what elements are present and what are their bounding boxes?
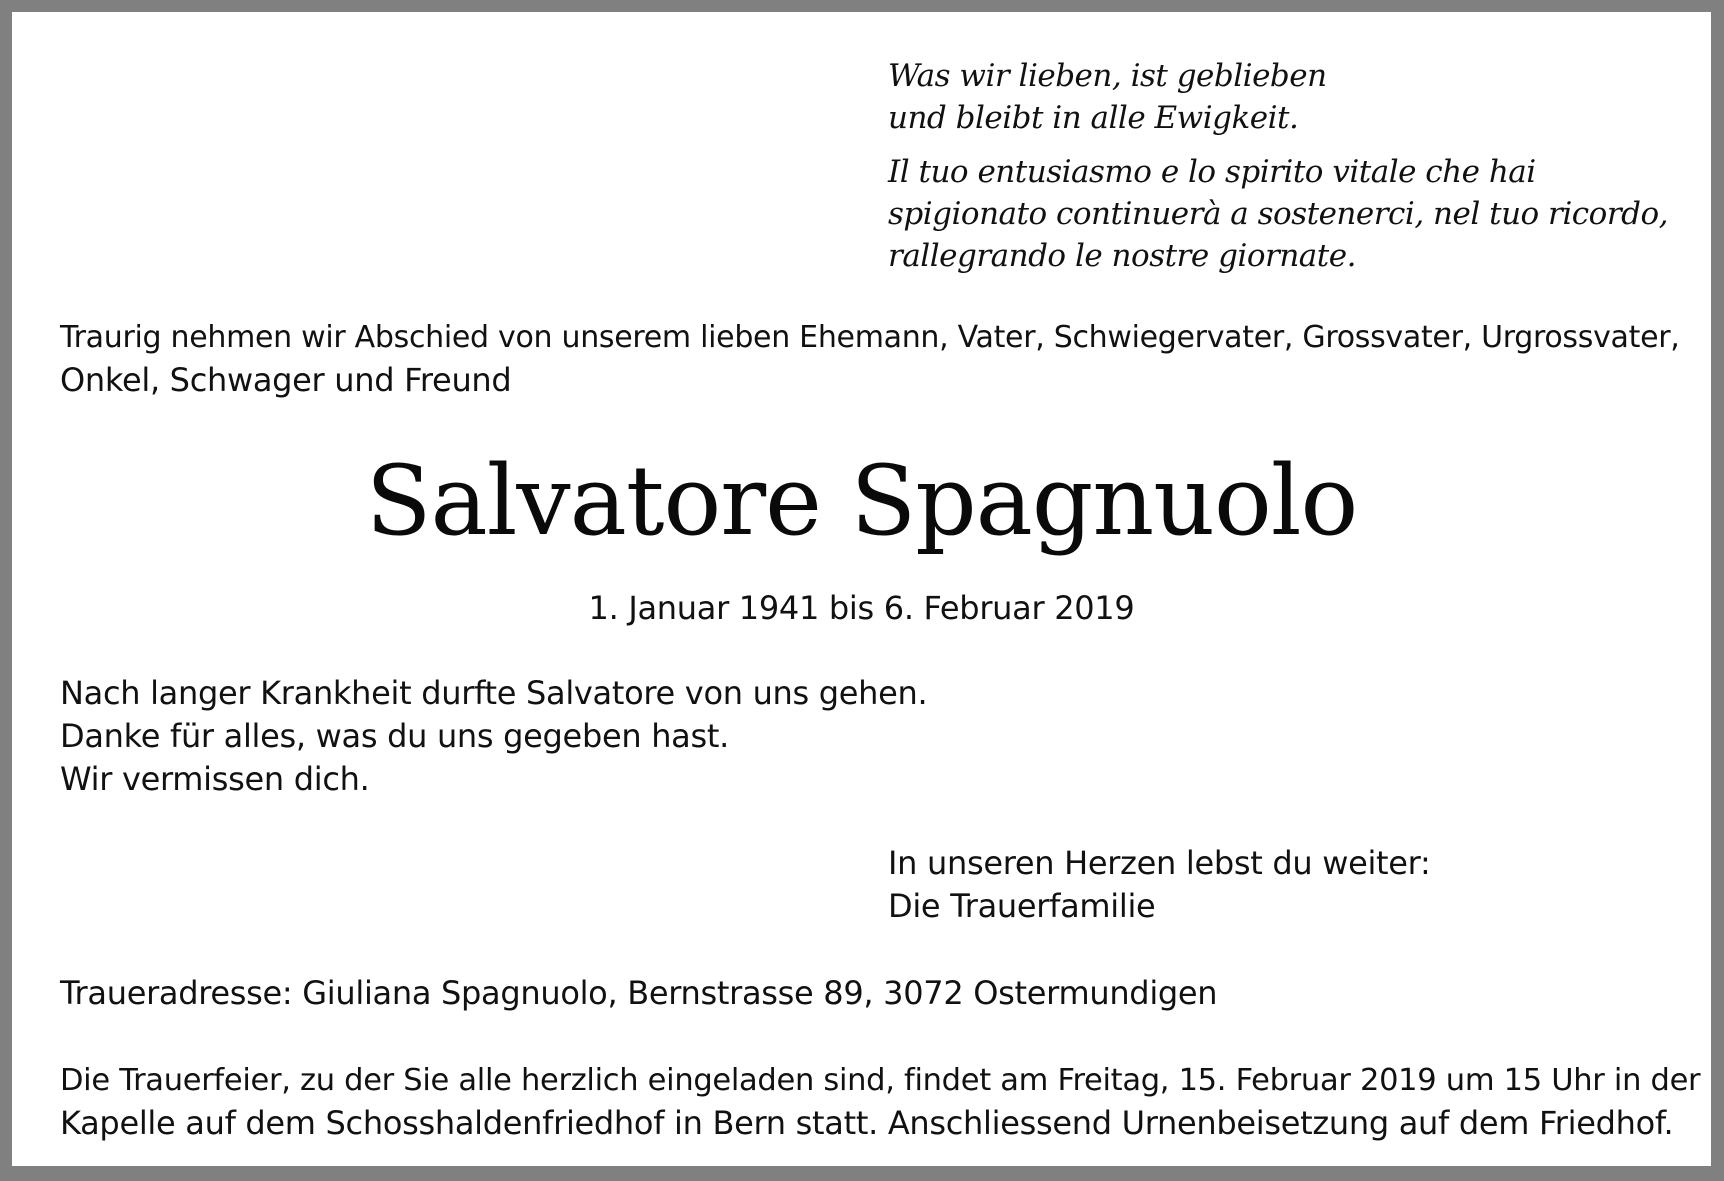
life-dates: 1. Januar 1941 bis 6. Februar 2019 [588,589,1135,627]
closing-line: Die Trauerfamilie [888,887,1156,925]
obituary-page [12,12,1711,1166]
deceased-name: Salvatore Spagnuolo [365,445,1358,557]
service-line: Kapelle auf dem Schosshaldenfriedhof in Bern statt. Anschliessend Urnenbeisetzung auf dem Friedhof. [60,1104,1674,1142]
family-signature [888,842,1688,928]
motto-stanza-italian [888,151,1688,277]
closing-line: In unseren Herzen lebst du weiter: [888,844,1431,882]
motto-quote [888,55,1688,277]
message-line: Danke für alles, was du uns gegeben hast. [60,717,729,755]
message-line: Wir vermissen dich. [60,760,370,798]
message-line: Nach langer Krankheit durfte Salvatore von uns gehen. [60,674,928,712]
motto-line: spigionato continuerà a sostenerci, nel tuo ricordo, [888,196,1668,232]
mourning-address: Traueradresse: Giuliana Spagnuolo, Bernstrasse 89, 3072 Ostermundigen [60,974,1218,1012]
motto-line: Il tuo entusiasmo e lo spirito vitale che hai [888,154,1536,190]
motto-line: Was wir lieben, ist geblieben [888,58,1327,94]
farewell-message [60,672,1060,801]
intro-text [60,316,1700,402]
service-line: Die Trauerfeier, zu der Sie alle herzlich eingeladen sind, findet am Freitag, 15. Februar 2019 um 15 Uhr in der [60,1063,1701,1098]
motto-stanza-german [888,55,1688,139]
motto-line: und bleibt in alle Ewigkeit. [888,100,1299,136]
intro-line: Traurig nehmen wir Abschied von unserem lieben Ehemann, Vater, Schwiegervater, Grossvater, Urgrossvater, [60,320,1680,355]
funeral-service-info [60,1059,1700,1145]
intro-line: Onkel, Schwager und Freund [60,361,512,399]
motto-line: rallegrando le nostre giornate. [888,238,1356,274]
